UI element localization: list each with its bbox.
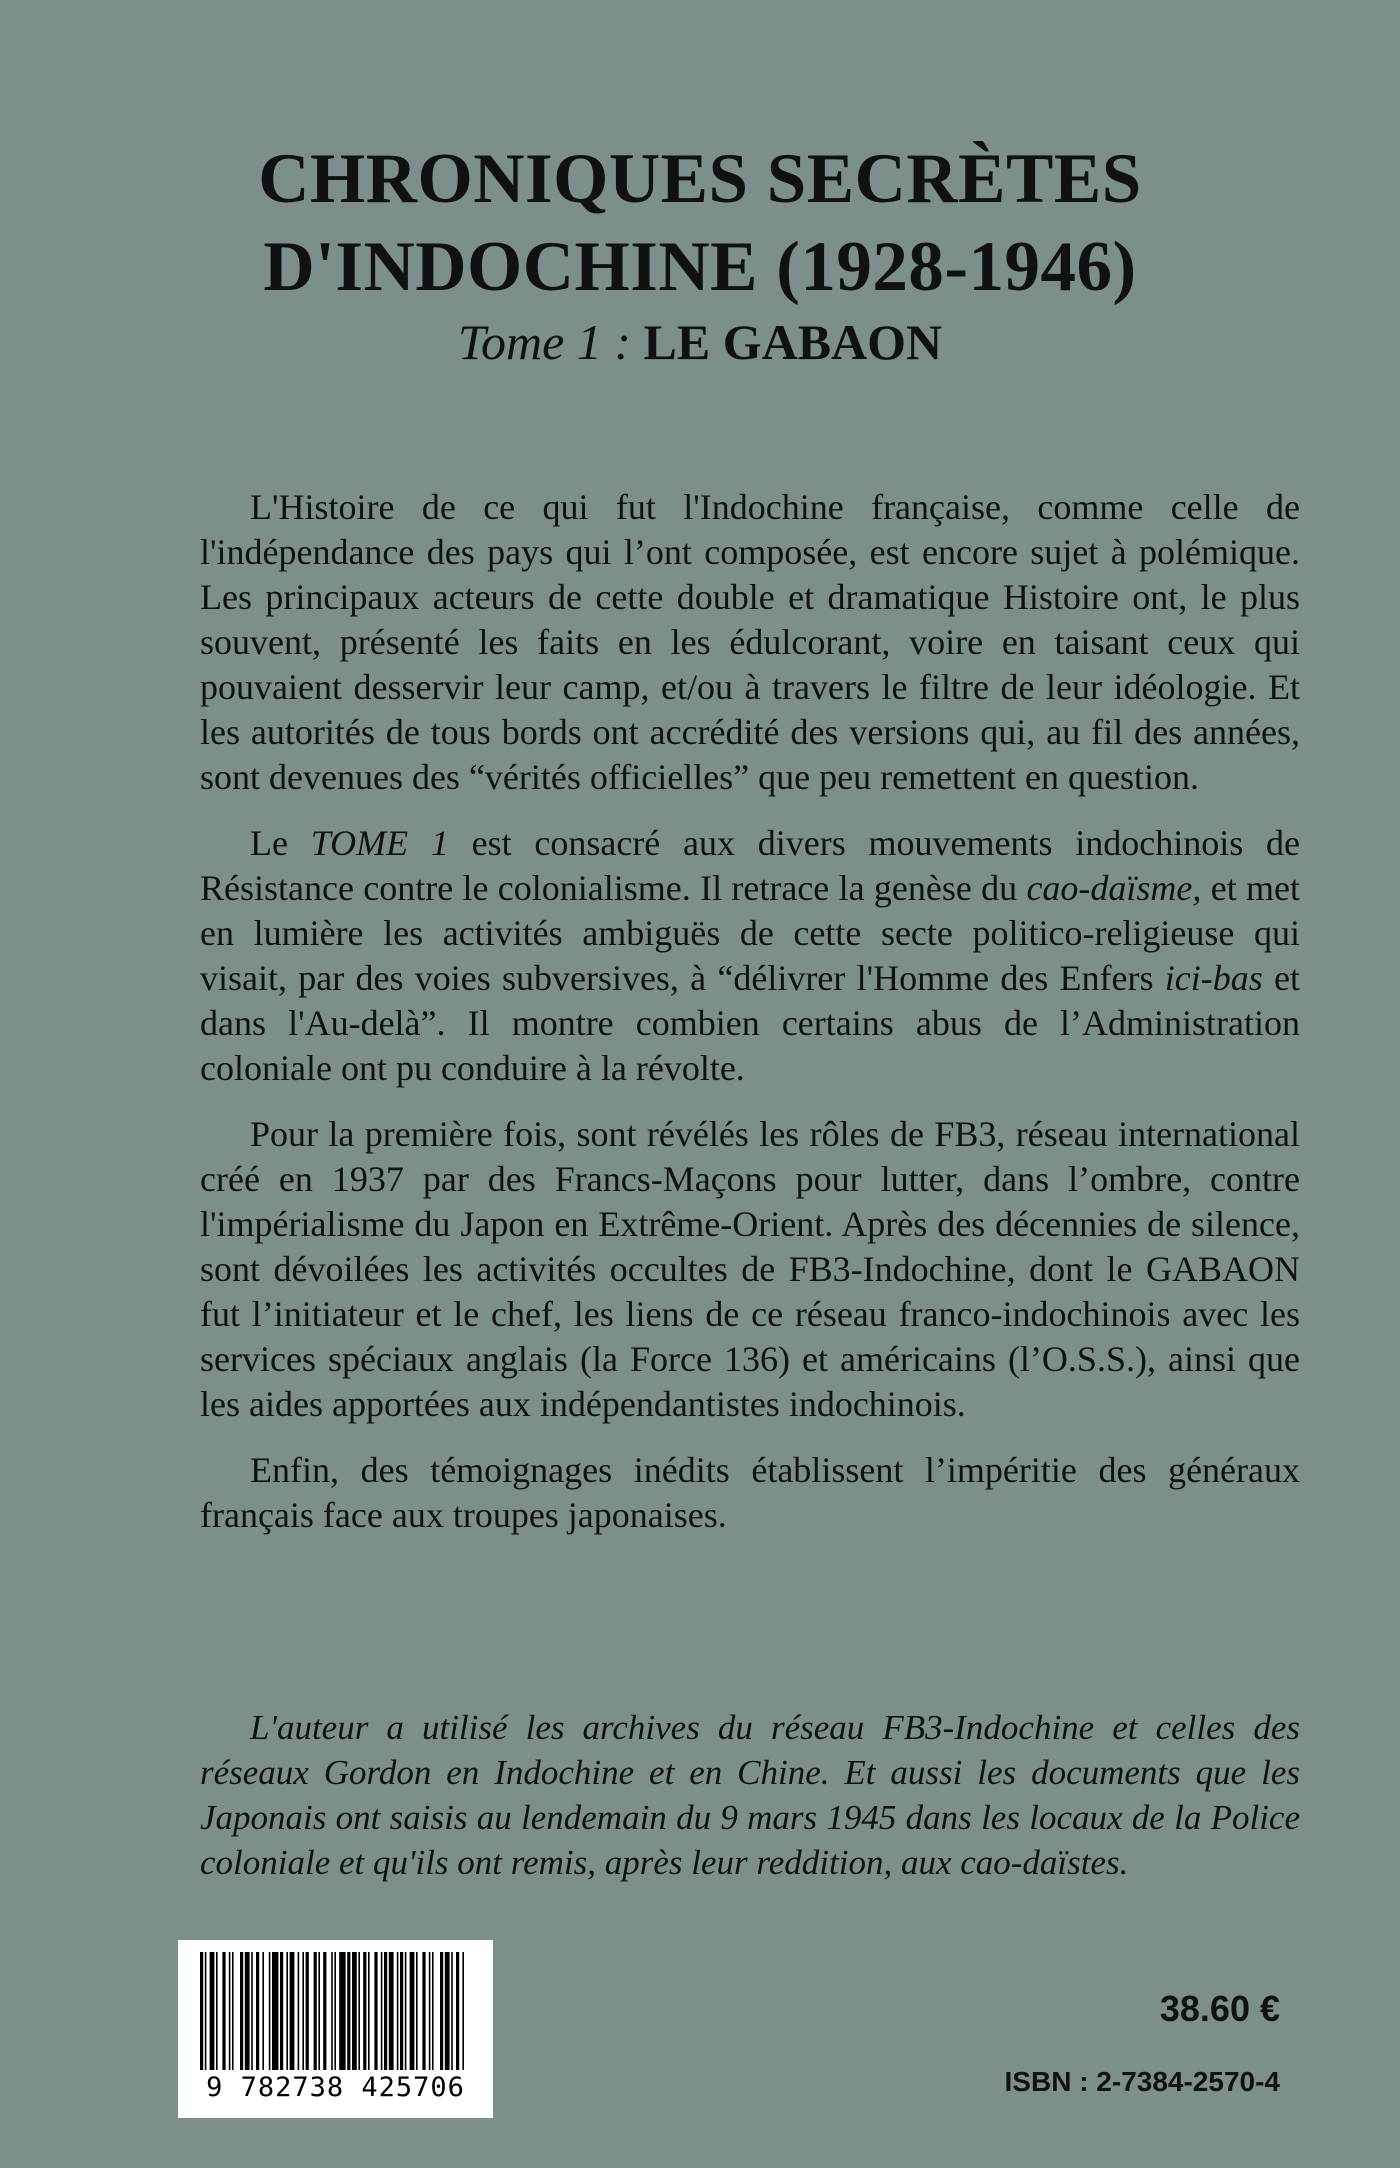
barcode-bar xyxy=(347,1952,350,2070)
p2-part-f: ici-bas xyxy=(1164,958,1263,998)
p2-part-b: TOME 1 xyxy=(310,823,449,863)
barcode-bar xyxy=(445,1952,450,2070)
barcode-bar xyxy=(306,1952,309,2070)
barcode-bar xyxy=(432,1952,434,2070)
barcode-bar xyxy=(368,1952,370,2070)
barcode-bar xyxy=(440,1952,443,2070)
barcode-bar xyxy=(381,1952,383,2070)
barcode-bar xyxy=(251,1952,253,2070)
barcode-bar xyxy=(334,1952,336,2070)
barcode-bar xyxy=(216,1952,218,2070)
p2-part-c: est consacré aux divers mouvements indochinois de Résistance contre le colonialisme. Il retrace la genèse du xyxy=(200,823,1300,908)
barcode-bar xyxy=(397,1952,399,2070)
title-line-1: CHRONIQUES SECRÈTES xyxy=(258,140,1142,218)
barcode-bar xyxy=(302,1952,304,2070)
book-title xyxy=(0,135,1400,311)
subtitle-tome: Tome 1 : xyxy=(457,314,631,370)
barcode-bar xyxy=(205,1952,207,2070)
p2-part-a: Le xyxy=(250,823,311,863)
title-line-2: D'INDOCHINE (1928-1946) xyxy=(263,228,1137,306)
barcode-digits: 9 782738 425706 xyxy=(206,2072,465,2103)
barcode xyxy=(178,1940,493,2118)
barcode-bar xyxy=(262,1952,264,2070)
barcode-bar xyxy=(422,1952,425,2070)
barcode-bar xyxy=(298,1952,300,2070)
barcode-bar xyxy=(400,1952,403,2070)
barcode-bar xyxy=(200,1952,203,2070)
barcode-bar xyxy=(410,1952,415,2070)
barcode-bar xyxy=(323,1952,326,2070)
barcode-bar xyxy=(384,1952,387,2070)
barcode-bar xyxy=(374,1952,377,2070)
paragraph-4: Enfin, des témoignages inédits établissent l’impéritie des généraux français face aux troupes japonaises. xyxy=(200,1450,1300,1535)
barcode-bar xyxy=(451,1952,453,2070)
p2-part-e: et met en lumière les activités ambiguës de cette secte politico-religieuse qui visait, par des voies subversives, à “délivrer l'Homme des Enfers xyxy=(200,868,1301,998)
barcode-bar xyxy=(389,1952,394,2070)
book-subtitle xyxy=(0,312,1400,372)
barcode-bar xyxy=(229,1952,231,2070)
barcode-bar xyxy=(280,1952,283,2070)
barcode-bar xyxy=(286,1952,288,2070)
barcode-bar xyxy=(462,1952,464,2070)
p2-part-d: cao-daïsme, xyxy=(1026,868,1202,908)
author-note xyxy=(200,1705,1300,1885)
barcode-bar xyxy=(405,1952,407,2070)
p2-part-g: et dans l'Au-delà”. Il montre combien certains abus de l’Administration coloniale ont pu conduire à la révolte. xyxy=(200,958,1300,1088)
subtitle-name: LE GABAON xyxy=(643,314,943,370)
barcode-bar xyxy=(222,1952,225,2070)
isbn: ISBN : 2-7384-2570-4 xyxy=(1004,2066,1280,2097)
barcode-bar xyxy=(210,1952,215,2070)
barcode-bar xyxy=(318,1952,320,2070)
barcode-bar xyxy=(456,1952,459,2070)
paragraph-3: Pour la première fois, sont révélés les rôles de FB3, réseau international créé en 1937 par des Francs-Maçons pour lutter, dans l’ombre, contre l'impérialisme du Japon en Extrême-Orient. Après des décennies de silence, sont dévoilées les activités occultes de FB3-Indochine, dont le GABAON fut l’initiateur et le chef, les liens de ce réseau franco-indochinois avec les services spéciaux anglais (la Force 136) et américains (l’O.S.S.), ainsi que les aides apportées aux indépendantistes indochinois. xyxy=(200,1114,1300,1424)
barcode-bar xyxy=(245,1952,250,2070)
barcode-bar xyxy=(429,1952,431,2070)
author-note-text: L'auteur a utilisé les archives du réseau FB3-Indochine et celles des réseaux Gordon en Indochine et en Chine. Et aussi les documents que les Japonais ont saisis au lendemain du 9 mars 1945 dans les locaux de la Police coloniale et qu'ils ont remis, après leur reddition, aux cao-daïstes. xyxy=(200,1708,1300,1882)
barcode-icon xyxy=(200,1952,471,2070)
barcode-bar xyxy=(272,1952,278,2070)
barcode-bar xyxy=(363,1952,366,2070)
barcode-bar xyxy=(358,1952,360,2070)
barcode-bar xyxy=(256,1952,259,2070)
blurb xyxy=(200,485,1300,1559)
paragraph-1: L'Histoire de ce qui fut l'Indochine française, comme celle de l'indépendance des pays qui l’ont composée, est encore sujet à polémique. Les principaux acteurs de cette double et dramatique Histoire ont, le plus souvent, présenté les faits en les édulcorant, voire en taisant ceux qui pouvaient desservir leur camp, et/ou à travers le filtre de leur idéologie. Et les autorités de tous bords ont accrédité des versions qui, au fil des années, sont devenues des “vérités officielles” que peu remettent en question. xyxy=(200,487,1300,797)
barcode-bar xyxy=(314,1952,317,2070)
barcode-bar xyxy=(339,1952,345,2070)
barcode-bar xyxy=(240,1952,243,2070)
barcode-bar xyxy=(352,1952,357,2070)
barcode-bar xyxy=(290,1952,295,2070)
barcode-bar xyxy=(232,1952,234,2070)
barcode-bar xyxy=(416,1952,418,2070)
price: 38.60 € xyxy=(1159,1988,1280,2029)
barcode-bar xyxy=(269,1952,271,2070)
barcode-bar xyxy=(331,1952,333,2070)
paragraph-2 xyxy=(200,821,1300,1091)
